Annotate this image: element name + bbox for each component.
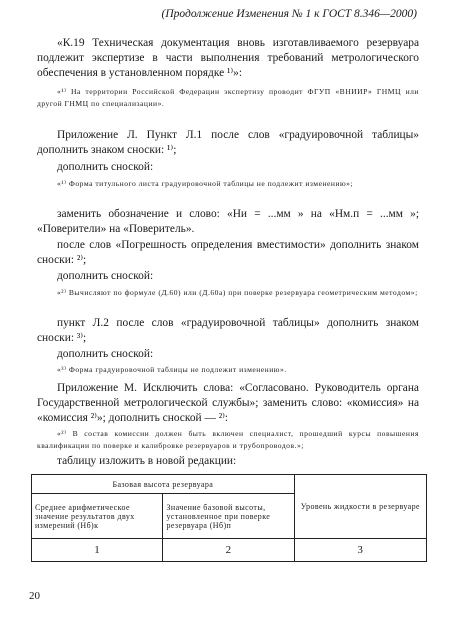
footnote-3: «²⁾ Вычисляют по формуле (Д.60) или (Д.60а) при поверке резервуара геометрическим методом»;	[57, 288, 418, 297]
footnote-1: «¹⁾ На территории Российской Федерации экспертизу проводит ФГУП «ВНИИР» ГНМЦ или другой ГНМЦ по специализации».	[37, 87, 419, 108]
table-num-3: 3	[294, 539, 426, 562]
table-col-liquid-level: Уровень жидкости в резервуаре	[294, 475, 426, 539]
paragraph-point-l2: пункт Л.2 после слов «градуировочной таблицы» дополнить знаком сноски: ³⁾;	[37, 317, 419, 344]
paragraph-replace-designation: заменить обозначение и слово: «Hи = ...мм » на «Hм.п = ...мм »; «Поверители» на «Поверитель».	[37, 208, 419, 235]
table-col-mean-value: Среднее арифметическое значение результатов двух измерений (Hб)к	[32, 494, 163, 539]
footnote-4: «³⁾ Форма градуировочной таблицы не подлежит изменению».	[57, 365, 287, 374]
paragraph-appendix-m: Приложение М. Исключить слова: «Согласовано. Руководитель органа Государственной метрологической службы»; заменить слово: «комиссия» на «комиссия ²⁾»; дополнить сноской — ²⁾:	[37, 382, 419, 424]
footnote-5: «²⁾ В состав комиссии должен быть включен специалист, прошедший курсы повышения квалификации по поверке и калибровке резервуаров и трубопроводов.»;	[37, 429, 419, 450]
table-num-1: 1	[32, 539, 163, 562]
table-col-base-height-value: Значение базовой высоты, установленное при поверке резервуара (Hб)п	[163, 494, 294, 539]
paragraph-k19: «К.19 Техническая документация вновь изготавливаемого резервуара подлежит экспертизе в части выполнения требований метрологического обеспечения в установленном порядке ¹⁾»:	[37, 37, 419, 79]
table-num-2: 2	[163, 539, 294, 562]
paragraph-add-footnote-1: дополнить сноской:	[57, 161, 154, 173]
paragraph-table-intro: таблицу изложить в новой редакции:	[57, 455, 237, 467]
table-number-row	[32, 539, 427, 562]
table-header-row	[32, 475, 427, 494]
page-number: 20	[29, 590, 40, 602]
paragraph-appendix-l: Приложение Л. Пункт Л.1 после слов «градуировочной таблицы» дополнить знаком сноски: ¹⁾;	[37, 129, 419, 156]
base-height-table	[31, 474, 427, 562]
paragraph-after-words: после слов «Погрешность определения вместимости» дополнить знаком сноски: ²⁾;	[37, 239, 419, 266]
page-header: (Продолжение Изменения № 1 к ГОСТ 8.346—2000)	[161, 8, 417, 20]
paragraph-add-footnote-3: дополнить сноской:	[57, 348, 154, 360]
paragraph-add-footnote-2: дополнить сноской:	[57, 270, 154, 282]
footnote-2: «¹⁾ Форма титульного листа градуировочной таблицы не подлежит изменению»;	[57, 179, 354, 188]
table-group-header: Базовая высота резервуара	[32, 475, 295, 494]
